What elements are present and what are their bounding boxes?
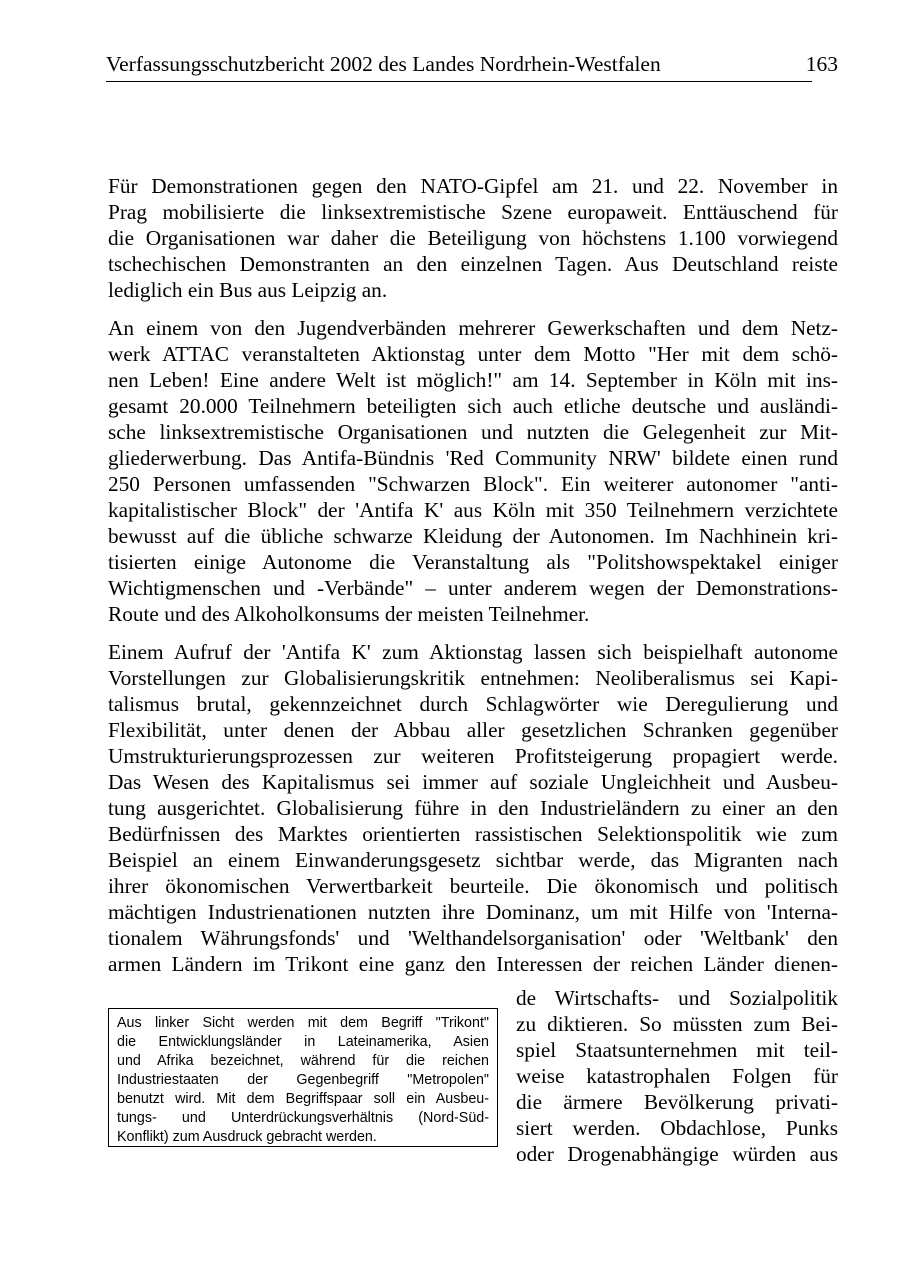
text-line: sche linksextremistische Organisationen und nutzten die Gelegenheit zur Mit-: [108, 420, 838, 444]
text-line: tionalem Währungsfonds' und 'Welthandelsorganisation' oder 'Weltbank' den: [108, 926, 838, 950]
text-line: weise katastrophalen Folgen für: [516, 1064, 838, 1088]
sidenote-line: Aus linker Sicht werden mit dem Begriff "Trikont": [117, 1015, 489, 1031]
text-line: die Organisationen war daher die Beteiligung von höchstens 1.100 vorwiegend: [108, 226, 838, 250]
running-header: [106, 52, 838, 82]
text-line: spiel Staatsunternehmen mit teil-: [516, 1038, 838, 1062]
text-line: Flexibilität, unter denen der Abbau aller gesetzlichen Schranken gegenüber: [108, 718, 838, 742]
text-line: tschechischen Demonstranten an den einzelnen Tagen. Aus Deutschland reiste: [108, 252, 838, 276]
sidenote-line: und Afrika bezeichnet, während für die reichen: [117, 1053, 489, 1069]
body-text: [108, 173, 838, 989]
sidenote-line: die Entwicklungsländer in Lateinamerika, Asien: [117, 1034, 489, 1050]
text-line: gliederwerbung. Das Antifa-Bündnis 'Red Community NRW' bildete einen rund: [108, 446, 838, 470]
text-line: Das Wesen des Kapitalismus sei immer auf soziale Ungleichheit und Ausbeu-: [108, 770, 838, 794]
text-line: ihrer ökonomischen Verwertbarkeit beurteile. Die ökonomisch und politisch: [108, 874, 838, 898]
paragraph-antifa-aufruf: [108, 639, 838, 977]
text-line: armen Ländern im Trikont eine ganz den Interessen der reichen Länder dienen-: [108, 952, 838, 976]
text-line: Beispiel an einem Einwanderungsgesetz sichtbar werde, das Migranten nach: [108, 848, 838, 872]
paragraph-aktionstag-koeln: [108, 315, 838, 627]
text-line: Umstrukturierungsprozessen zur weiteren Profitsteigerung propagiert werde.: [108, 744, 838, 768]
text-line: gesamt 20.000 Teilnehmern beteiligten sich auch etliche deutsche und ausländi-: [108, 394, 838, 418]
header-rule: [106, 81, 812, 82]
text-line: bewusst auf die übliche schwarze Kleidung der Autonomen. Im Nachhinein kri-: [108, 524, 838, 548]
sidenote-line: Konflikt) zum Ausdruck gebracht werden.: [117, 1129, 377, 1145]
text-line: Einem Aufruf der 'Antifa K' zum Aktionstag lassen sich beispielhaft autonome: [108, 640, 838, 664]
text-line: Bedürfnissen des Marktes orientierten rassistischen Selektionspolitik wie zum: [108, 822, 838, 846]
text-line: oder Drogenabhängige würden aus: [516, 1142, 838, 1166]
text-line: An einem von den Jugendverbänden mehrerer Gewerkschaften und dem Netz-: [108, 316, 838, 340]
sidenote-line: tungs- und Unterdrückungsverhältnis (Nord-Süd-: [117, 1110, 489, 1126]
trikont-sidenote-box: [108, 1008, 498, 1147]
text-line: talismus brutal, gekennzeichnet durch Schlagwörter wie Deregulierung und: [108, 692, 838, 716]
text-line: zu diktieren. So müssten zum Bei-: [516, 1012, 838, 1036]
text-line: kapitalistischer Block" der 'Antifa K' aus Köln mit 350 Teilnehmern verzichtete: [108, 498, 838, 522]
text-line: mächtigen Industrienationen nutzten ihre Dominanz, um mit Hilfe von 'Interna-: [108, 900, 838, 924]
continuation-column: [516, 985, 838, 1167]
text-line: Vorstellungen zur Globalisierungskritik entnehmen: Neoliberalismus sei Kapi-: [108, 666, 838, 690]
sidenote-line: Industriestaaten der Gegenbegriff "Metropolen": [117, 1072, 489, 1088]
text-line: Für Demonstrationen gegen den NATO-Gipfel am 21. und 22. November in: [108, 174, 838, 198]
text-line: Prag mobilisierte die linksextremistische Szene europaweit. Enttäuschend für: [108, 200, 838, 224]
page-number: 163: [805, 52, 838, 76]
text-line: 250 Personen umfassenden "Schwarzen Block". Ein weiterer autonomer "anti-: [108, 472, 838, 496]
header-title: Verfassungsschutzbericht 2002 des Landes Nordrhein-Westfalen: [106, 52, 661, 76]
text-line: die ärmere Bevölkerung privati-: [516, 1090, 838, 1114]
sidenote-line: benutzt wird. Mit dem Begriffspaar soll ein Ausbeu-: [117, 1091, 489, 1107]
text-line: Route und des Alkoholkonsums der meisten Teilnehmer.: [108, 602, 590, 626]
text-line: werk ATTAC veranstalteten Aktionstag unter dem Motto "Her mit dem schö-: [108, 342, 838, 366]
text-line: Wichtigmenschen und -Verbände" – unter anderem wegen der Demonstrations-: [108, 576, 838, 600]
text-line: tisierten einige Autonome die Veranstaltung als "Politshowspektakel einiger: [108, 550, 838, 574]
text-line: lediglich ein Bus aus Leipzig an.: [108, 278, 388, 302]
text-line: de Wirtschafts- und Sozialpolitik: [516, 986, 838, 1010]
paragraph-nato-summit: [108, 173, 838, 303]
text-line: tung ausgerichtet. Globalisierung führe in den Industrieländern zu einer an den: [108, 796, 838, 820]
text-line: nen Leben! Eine andere Welt ist möglich!" am 14. September in Köln mit ins-: [108, 368, 838, 392]
text-line: siert werden. Obdachlose, Punks: [516, 1116, 838, 1140]
